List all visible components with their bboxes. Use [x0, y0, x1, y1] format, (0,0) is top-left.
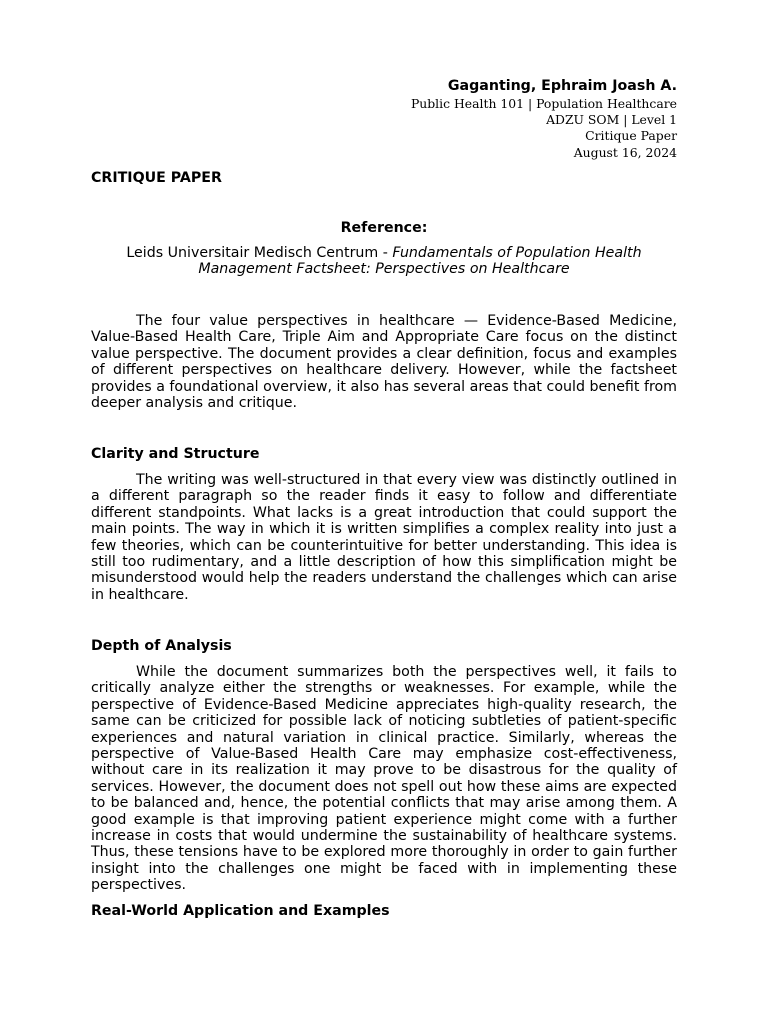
reference-work-title-part-2: Management Factsheet: Perspectives on Healthcare	[198, 261, 570, 278]
reference-citation	[91, 245, 677, 278]
intro-paragraph: The four value perspectives in healthcare — Evidence-Based Medicine, Value-Based Health Care, Triple Aim and Appropriate Care focus on the distinct value perspective. The document provides a clear definition, focus and examples of different perspectives on healthcare delivery. However, while the factsheet provides a foundational overview, it also has several areas that could benefit from deeper analysis and critique.	[91, 313, 677, 412]
document-type-line: Critique Paper	[585, 128, 677, 144]
section-heading-application: Real-World Application and Examples	[91, 903, 390, 919]
reference-source: Leids Universitair Medisch Centrum -	[126, 245, 393, 261]
author-name: Gaganting, Ephraim Joash A.	[447, 78, 677, 94]
reference-heading: Reference:	[340, 220, 428, 236]
reference-line-1	[91, 245, 677, 261]
section-body-clarity: The writing was well-structured in that every view was distinctly outlined in a different paragraph so the reader finds it easy to follow and differentiate different standpoints. What lacks is a great introduction that could support the main points. The way in which it is written simplifies a complex reality into just a few theories, which can be counterintuitive for better understanding. This idea is still too rudimentary, and a little description of how this simplification might be misunderstood would help the readers understand the challenges which can arise in healthcare.	[91, 472, 677, 603]
page-title: CRITIQUE PAPER	[91, 170, 222, 186]
reference-work-title-part-1: Fundamentals of Population Health	[392, 245, 642, 261]
school-line: ADZU SOM | Level 1	[546, 112, 677, 128]
course-line: Public Health 101 | Population Healthcare	[410, 96, 677, 111]
section-heading-depth: Depth of Analysis	[91, 638, 232, 654]
reference-line-2	[91, 261, 677, 277]
section-heading-clarity: Clarity and Structure	[91, 446, 260, 462]
document-header	[411, 76, 677, 161]
date-line: August 16, 2024	[573, 144, 677, 160]
section-body-depth: While the document summarizes both the perspectives well, it fails to critically analyze either the strengths or weaknesses. For example, while the perspective of Evidence-Based Medicine appreciates high-quality research, the same can be criticized for possible lack of noticing subtleties of patient-specific experiences and natural variation in clinical practice. Similarly, whereas the perspective of Value-Based Health Care may emphasize cost-effectiveness, without care in its realization it may prove to be disastrous for the quality of services. However, the document does not spell out how these aims are expected to be balanced and, hence, the potential conflicts that may arise among them. A good example is that improving patient experience might come with a further increase in costs that would undermine the sustainability of healthcare systems. Thus, these tensions have to be explored more thoroughly in order to gain further insight into the challenges one might be faced with in implementing these perspectives.	[91, 664, 677, 894]
